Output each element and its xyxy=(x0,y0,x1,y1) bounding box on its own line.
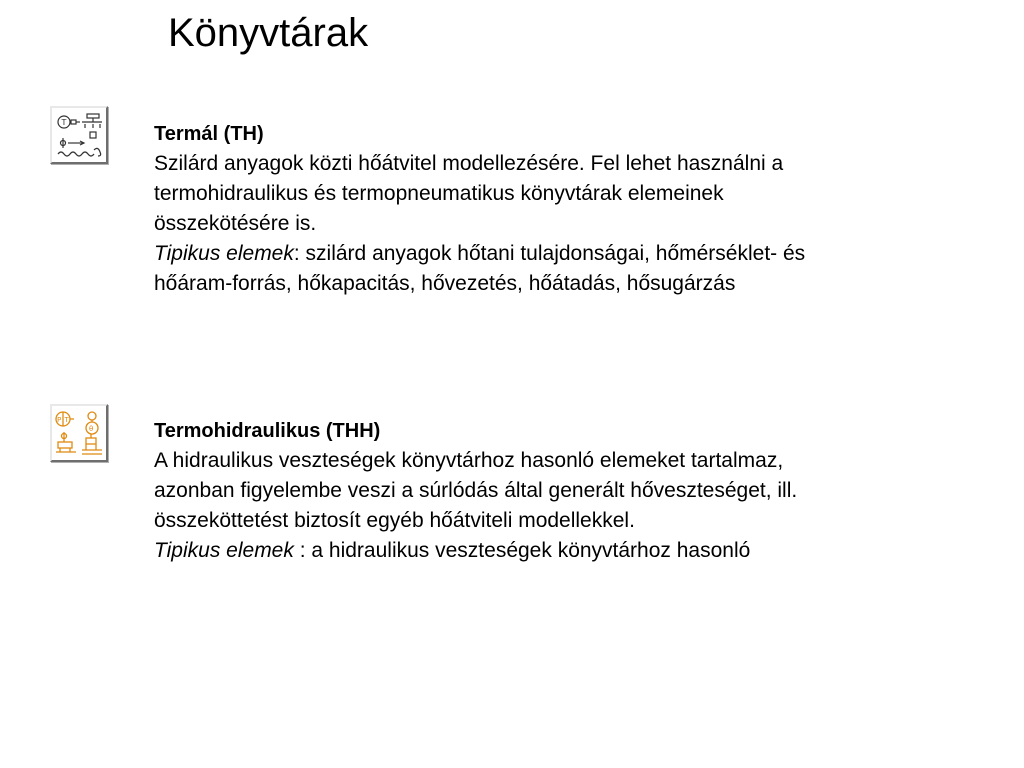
typical-elements-text: szilárd anyagok hőtani tulajdonságai, hőmérséklet- és xyxy=(305,242,806,265)
typical-elements-line xyxy=(154,239,994,269)
typical-elements-text: a hidraulikus veszteségek könyvtárhoz hasonló xyxy=(311,539,751,562)
typical-elements-line xyxy=(154,536,994,566)
description-line: azonban figyelembe veszi a súrlódás által generált hőveszteséget, ill. xyxy=(154,479,798,502)
description-line: Szilárd anyagok közti hőátvitel modellezésére. Fel lehet használni a xyxy=(154,152,784,175)
svg-text:P: P xyxy=(57,416,62,424)
svg-text:T: T xyxy=(64,416,69,424)
typical-elements-label: Tipikus elemek xyxy=(154,539,294,562)
description-line: összeköttetést biztosít egyéb hőátviteli modellekkel. xyxy=(154,509,635,532)
thermal-library-icon-graphic xyxy=(54,110,104,160)
thermohydraulic-library-icon[interactable] xyxy=(50,404,108,462)
description-line: termohidraulikus és termopneumatikus könyvtárak elemeinek xyxy=(154,182,724,205)
svg-text:T: T xyxy=(61,118,67,127)
description-line: összekötésére is. xyxy=(154,212,317,235)
typical-elements-separator: : xyxy=(293,539,312,562)
thermohydraulic-library-icon-graphic xyxy=(54,408,104,458)
section-heading: Termohidraulikus (THH) xyxy=(154,420,381,442)
thermohydraulic-library-section xyxy=(154,416,994,566)
page-title: Könyvtárak xyxy=(168,11,369,55)
thermal-library-icon[interactable] xyxy=(50,106,108,164)
svg-text:θ: θ xyxy=(89,425,94,433)
description-line: A hidraulikus veszteségek könyvtárhoz hasonló elemeket tartalmaz, xyxy=(154,449,784,472)
typical-elements-separator: : xyxy=(293,242,306,265)
typical-elements-line: hőáram-forrás, hőkapacitás, hővezetés, hőátadás, hősugárzás xyxy=(154,272,736,295)
thermal-library-section xyxy=(154,119,994,299)
typical-elements-label: Tipikus elemek xyxy=(154,242,294,265)
section-heading: Termál (TH) xyxy=(154,123,264,145)
